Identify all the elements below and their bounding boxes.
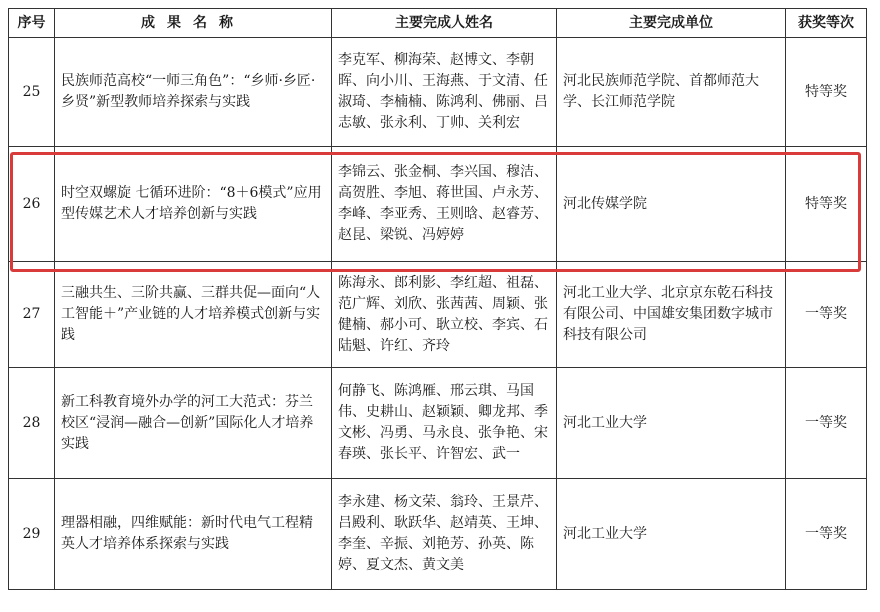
header-units: 主要完成单位 bbox=[557, 9, 786, 38]
row-index: 27 bbox=[9, 262, 55, 368]
table-row bbox=[9, 147, 867, 262]
row-units: 河北传媒学院 bbox=[557, 147, 786, 262]
row-units: 河北工业大学 bbox=[557, 368, 786, 479]
row-award: 特等奖 bbox=[786, 38, 867, 147]
row-units: 河北工业大学 bbox=[557, 479, 786, 590]
row-people: 陈海永、郎利影、李红超、祖磊、范广辉、刘欣、张茜茜、周颖、张健楠、郝小可、耿立校、李宾、石陆魁、许红、齐玲 bbox=[332, 262, 557, 368]
row-index: 26 bbox=[9, 147, 55, 262]
header-people: 主要完成人姓名 bbox=[332, 9, 557, 38]
row-award: 一等奖 bbox=[786, 479, 867, 590]
table-row bbox=[9, 368, 867, 479]
row-index: 25 bbox=[9, 38, 55, 147]
row-people: 李永建、杨文荣、翁玲、王景芹、吕殿利、耿跃华、赵靖英、王坤、李奎、辛振、刘艳芳、孙英、陈婷、夏文杰、黄文美 bbox=[332, 479, 557, 590]
row-title: 民族师范高校“一师三角色”：“乡师·乡匠·乡贤”新型教师培养探索与实践 bbox=[55, 38, 332, 147]
row-title: 三融共生、三阶共赢、三群共促—面向“人工智能＋”产业链的人才培养模式创新与实践 bbox=[55, 262, 332, 368]
row-index: 28 bbox=[9, 368, 55, 479]
table-row bbox=[9, 479, 867, 590]
table-row bbox=[9, 38, 867, 147]
header-row bbox=[9, 9, 867, 38]
row-units: 河北工业大学、北京京东乾石科技有限公司、中国雄安集团数字城市科技有限公司 bbox=[557, 262, 786, 368]
row-title: 理器相融，四维赋能：新时代电气工程精英人才培养体系探索与实践 bbox=[55, 479, 332, 590]
row-award: 特等奖 bbox=[786, 147, 867, 262]
row-title: 时空双螺旋 七循环进阶：“8＋6模式”应用型传媒艺术人才培养创新与实践 bbox=[55, 147, 332, 262]
row-units: 河北民族师范学院、首都师范大学、长江师范学院 bbox=[557, 38, 786, 147]
row-award: 一等奖 bbox=[786, 262, 867, 368]
row-people: 李锦云、张金桐、李兴国、穆洁、高贺胜、李旭、蒋世国、卢永芳、李峰、李亚秀、王则晗、赵睿芳、赵昆、梁锐、冯婷婷 bbox=[332, 147, 557, 262]
header-index: 序号 bbox=[9, 9, 55, 38]
row-index: 29 bbox=[9, 479, 55, 590]
row-people: 何静飞、陈鸿雁、邢云琪、马国伟、史耕山、赵颖颖、卿龙邦、季文彬、冯勇、马永良、张争艳、宋春瑛、张长平、许智宏、武一 bbox=[332, 368, 557, 479]
header-title: 成果名称 bbox=[55, 9, 332, 38]
row-title: 新工科教育境外办学的河工大范式：芬兰校区“浸润—融合—创新”国际化人才培养实践 bbox=[55, 368, 332, 479]
row-award: 一等奖 bbox=[786, 368, 867, 479]
header-award: 获奖等次 bbox=[786, 9, 867, 38]
table-row bbox=[9, 262, 867, 368]
row-people: 李克军、柳海荣、赵博文、李朝晖、向小川、王海燕、于文清、任淑琦、李楠楠、陈鸿利、佛丽、吕志敏、张永利、丁帅、关利宏 bbox=[332, 38, 557, 147]
awards-table bbox=[8, 8, 867, 590]
